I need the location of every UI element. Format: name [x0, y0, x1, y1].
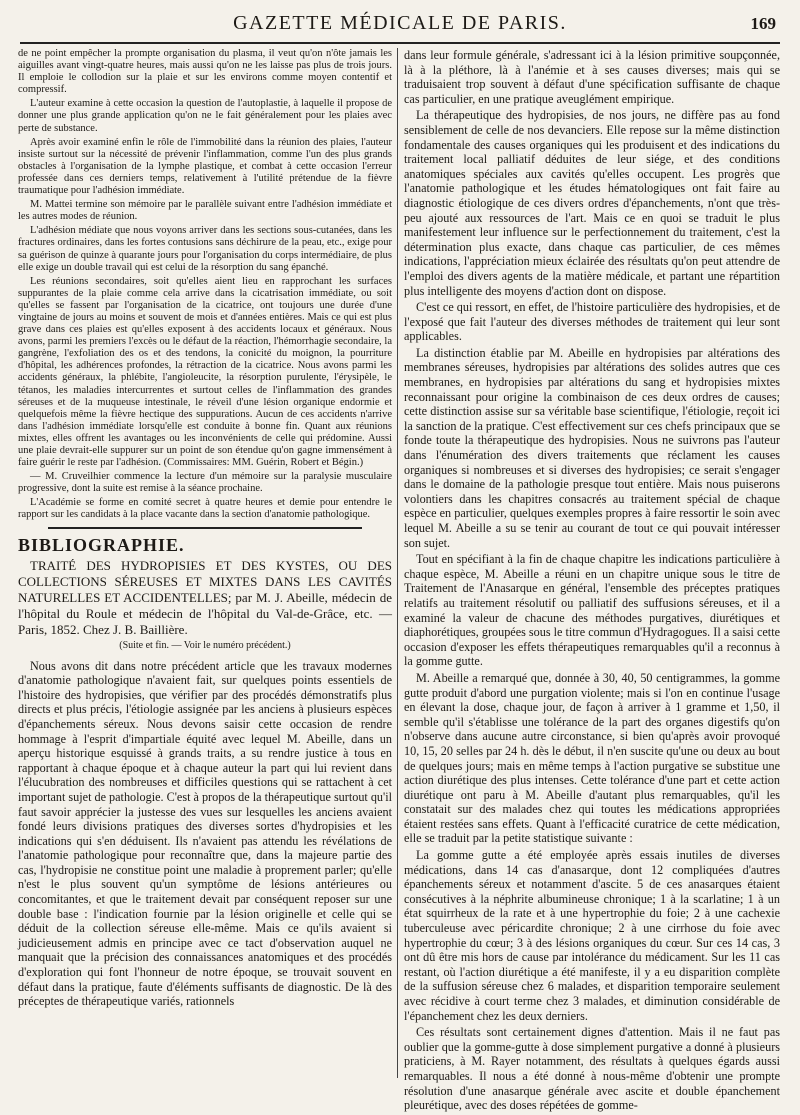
paragraph: Nous avons dit dans notre précédent article que les travaux modernes d'anatomie pathologique n'avaient fait, sur quelques points essentiels de l'histoire des hydropisies, que vérifier par des procédés démonstratifs plus directs et plus précis, l'étiologie assignée par les anciens à plusieurs espèces d'épanchements séreux. Nous devons saisir cette occasion de rendre hommage à l'esprit d'impartiale équité avec lequel M. Abeille, dans un aperçu historique esquissé à grands traits, a su rendre justice à tous en rapportant à chaque époque et à chaque auteur la part qui lui revient dans l'élucubration des nombreuses et difficiles questions qui se rattachent à cet important sujet de pathologie. C'est à propos de la thérapeutique surtout qu'il faut savoir apprécier la justesse des vues sur lesquelles les anciens avaient fondé leurs divisions pratiques des diverses sortes d'hydropisies et les indications qui s'en déduisent. Ils n'avaient pas attendu les révélations de l'anatomie pathologique pour reconnaître que, dans la majeure partie des cas, l'hydropisie ne constitue point une maladie à proprement parler; qu'elle n'est le plus souvent qu'un symptôme de lésions antérieures ou concomitantes, et que le traitement devait par conséquent reposer sur une double base : l'indication fournie par la lésion originelle et celle qui se déduit de la collection séreuse elle-même. Mais ce qu'ils avaient si judicieusement admis en principe avec ce tact d'observation auquel ne manquait que la précision des connaissances anatomiques et des procédés d'exploration qui font l'honneur de notre époque, se trouvait souvent en défaut dans la pratique, faute d'éléments suffisants de diagnostic. De là des préceptes de thérapeutique variés, rationnels	[18, 658, 392, 1009]
review-body	[18, 659, 392, 1009]
paragraph: L'auteur examine à cette occasion la question de l'autoplastie, à laquelle il propose de donner une plus grande application qu'on ne le fait généralement pour les plaies avec perte de substance.	[18, 98, 392, 134]
page-number: 169	[750, 14, 776, 33]
page-header	[20, 8, 780, 44]
academy-report	[18, 48, 392, 522]
paragraph: M. Abeille a remarqué que, donnée à 30, 40, 50 centigrammes, la gomme gutte produit d'abord une purgation violente; mais si l'on en continue l'usage en élevant la dose, chaque jour, de façon à arriver à 1 gramme et 1,50, il semble qu'il s'établisse une tolérance de la part des organes digestifs qu'on n'observe dans aucune autre circonstance, si bien qu'après avoir provoqué 10, 15, 20 selles par 24 h. dès le début, il n'en suscite qu'une ou deux au bout de quelques jours; mais en même temps à l'action purgative se substitue une action diurétique des plus intenses. Cette tolérance d'une part et cette action diurétique ont paru à M. Abeille d'autant plus remarquables, qu'il les constatait sur des malades chez qui toutes les médications appropriées étaient restées sans effets. Quant à l'efficacité curatrice de cette médication, elle se traduit par la petite statistique suivante :	[404, 670, 780, 846]
paragraph: La distinction établie par M. Abeille en hydropisies par altérations des membranes séreuses, hydropisies par altérations des solides autres que ces membranes, en hydropisies par altérations du sang et hydropisies mixtes reconnaissant pour origine la combinaison de ces deux ordres de causes; cette distinction assise sur sa véritable base scientifique, l'étiologie, reçoit ici la sanction de la pratique. C'est effectivement sur ces chefs principaux que se fonde toute la thérapeutique des hydropisies. Nous ne suivrons pas l'auteur dans l'énumération des divers traitements que réclament les causes organiques si nombreuses et si diverses des hydropisies; ce serait s'engager dans le domaine de la pathologie presque tout entière. Mais nous puiserons volontiers dans les chapitres consacrés au traitement spécial de chaque espèce en particulier, quelques exemples propres à faire ressortir le soin avec lequel M. Abeille a su se tenir au courant de tout ce qui pouvait intéresser son sujet.	[404, 345, 780, 550]
paragraph: L'adhésion médiate que nous voyons arriver dans les sections sous-cutanées, dans les fractures ordinaires, dans les fortes contusions sans déchirure de la peau, etc., exige pour sa guérison de quinze à quarante jours pour l'organisation du corps intermédiaire, de plus elle exige un double travail qui est celui de la résorption du sang épanché.	[18, 225, 392, 273]
journal-title: GAZETTE MÉDICALE DE PARIS.	[233, 12, 567, 34]
book-reference: TRAITÉ DES HYDROPISIES ET DES KYSTES, OU DES COLLECTIONS SÉREUSES ET MIXTES DANS LES CAVITÉS NATURELLES ET ACCIDENTELLES; par M. J. Abeille, médecin de l'hôpital du Roule et médecin de l'hôpital du Val-de-Grâce, etc. — Paris, 1852. Chez J. B. Baillière.	[18, 557, 392, 637]
paragraph: M. Mattei termine son mémoire par le parallèle suivant entre l'adhésion immédiate et les autres modes de réunion.	[18, 199, 392, 223]
paragraph: Tout en spécifiant à la fin de chaque chapitre les indications particulière à chaque espèce, M. Abeille a réuni en un chapitre unique sous le titre de Traitement de l'Anasarque en général, l'ensemble des préceptes pratiques relatifs au traitement résolutif ou palliatif des suffusions séreuses, et il a examiné la valeur de chacune des méthodes purgatives, diurétiques et diaphorétiques, groupées sous le titre commun d'Hydragogues. Il a saisi cette occasion d'exposer les effets thérapeutiques remarquables qu'il a reconnus à la gomme gutte.	[404, 552, 780, 669]
column-divider	[397, 48, 398, 1078]
paragraph: Ces résultats sont certainement dignes d'attention. Mais il ne faut pas oublier que la gomme-gutte à dose simplement purgative a donné à plusieurs praticiens, à M. Rayer notamment, des résultats à quelques égards aussi remarquables. Il nous a été donné à nous-même d'obtenir une prompte résolution d'une anasarque générale avec ascite et double épanchement pleurétique, avec des doses répétées de gomme-	[404, 1025, 780, 1113]
paragraph: L'Académie se forme en comité secret à quatre heures et demie pour entendre le rapport sur les candidats à la place vacante dans la section d'anatomie pathologique.	[18, 497, 392, 521]
left-column	[18, 48, 392, 1011]
paragraph: La gomme gutte a été employée après essais inutiles de diverses médications, dans 14 cas d'anasarque, dont 12 compliquées d'autres épanchements séreux et notamment d'ascite. 5 de ces anasarques étaient consécutives à la néphrite albumineuse chronique; 1 à la scarlatine; 1 à un état squirrheux de la rate et à une hypertrophie du foie; 2 à une cachexie tuberculeuse avec péricardite chronique; 2 à une cirrhose du foie avec hypertrophie du cœur; 3 à des lésions organiques du cœur. Sur ces 14 cas, 3 ont dû être mis hors de cause par intolérance du médicament. Sur les 11 cas restant, où l'action diurétique a été manifeste, il y a eu disparition complète de la suffusion séreuse chez 6 malades, et disparition temporaire seulement avec récidive à court terme chez 3 malades, et diminution considérable de l'épanchement chez les deux derniers.	[404, 848, 780, 1023]
paragraph: de ne point empêcher la prompte organisation du plasma, il veut qu'on n'ôte jamais les aiguilles avant vingt-quatre heures, mais aussi qu'on ne les laisse pas plus de trois jours. Il emploie le collodion sur la plaie et sur les environs comme moyen contentif et compressif.	[18, 48, 392, 96]
paragraph: dans leur formule générale, s'adressant ici à la lésion primitive soupçonnée, là à la pléthore, là à l'anémie et à ses causes diverses; mais qui se traduisaient trop souvent à défaut d'une spécification suffisante de chaque cas particulier, en une pratique aveuglément empirique.	[404, 48, 780, 106]
section-title: BIBLIOGRAPHIE.	[18, 534, 185, 555]
paragraph: Après avoir examiné enfin le rôle de l'immobilité dans la réunion des plaies, l'auteur insiste surtout sur la nécessité de prévenir l'inflammation, comme l'un des plus grands obstacles à l'organisation de la lymphe plastique, et combat à cette occasion l'erreur professée dans ces derniers temps, relativement à l'utilité prétendue de la fièvre traumatique pour l'adhésion immédiate.	[18, 136, 392, 197]
paragraph: Les réunions secondaires, soit qu'elles aient lieu en rapprochant les surfaces suppurantes de la plaie comme cela arrive dans la cicatrisation immédiate, ou soit qu'elles se fassent par l'organisation de la cicatrice, ont toujours une durée d'une vingtaine de jours au moins et souvent de mois et d'années entières. Mais ce qui est plus grave dans ces plaies est qu'elles exposent à des accidents locaux et généraux. Nous avons, parmi les premiers l'excès ou le défaut de la réaction, l'hémorrhagie secondaire, la gangrène, l'exfoliation des os et des tendons, la conicité du moignon, la pourriture d'hôpital, les adhérences profondes, la rétraction de la cicatrice. Nous avons parmi les accidents généraux, la phlébite, l'angioleucite, la résorption purulente, l'érysipèle, le tétanos, les maladies intercurrentes et surtout celles de l'inflammation des grandes séreuses et de la muqueuse intestinale, le réveil d'une lésion organique endormie et quelquefois même la fièvre hectique des suppurations. Aucun de ces accidents n'arrive dans l'adhésion immédiate lorsqu'elle est conduite à bonne fin. Quant aux réunions mixtes, elles offrent les avantages ou les inconvénients de celle qui prédomine. Aussi une plaie devrait-elle suppurer sur un point de son étendue qu'on gagne immensément à faire guérir le reste par l'adhésion. (Commissaires: MM. Guérin, Robert et Bégin.)	[18, 275, 392, 469]
paragraph: — M. Cruveilhier commence la lecture d'un mémoire sur la paralysie musculaire progressive, dont la suite est remise à la séance prochaine.	[18, 471, 392, 495]
paragraph: C'est ce qui ressort, en effet, de l'histoire particulière des hydropisies, et de l'exposé que fait l'auteur des diverses méthodes de traitement qui leur sont applicables.	[404, 300, 780, 344]
continuation-note: (Suite et fin. — Voir le numéro précédent.)	[119, 639, 291, 651]
section-rule	[48, 527, 362, 529]
paragraph: La thérapeutique des hydropisies, de nos jours, ne diffère pas au fond sensiblement de celle de nos devanciers. Elle repose sur la même distinction fondamentale des causes organiques qui les produisent et des indications du traitement local palliatif déduites de leur siége, et des conditions anatomiques spéciales aux cavités qu'elles occupent. Les progrès que l'anatomie pathologique et les études hématologiques ont fait faire au diagnostic étiologique de ces divers ordres d'épanchements, n'ont que très-peu ajouté aux ressources de l'art. Mais ce en quoi se traduit le plus manifestement leur influence sur le perfectionnement du traitement, c'est la détermination plus exacte, dans chaque cas particulier, de ces mêmes indications, l'appréciation mieux éclairée des résultats qu'on peut attendre de l'emploi des divers agents de la matière médicale, et partant une répartition plus intelligente des moyens d'action dont on dispose.	[404, 108, 780, 298]
right-column	[404, 48, 780, 1115]
